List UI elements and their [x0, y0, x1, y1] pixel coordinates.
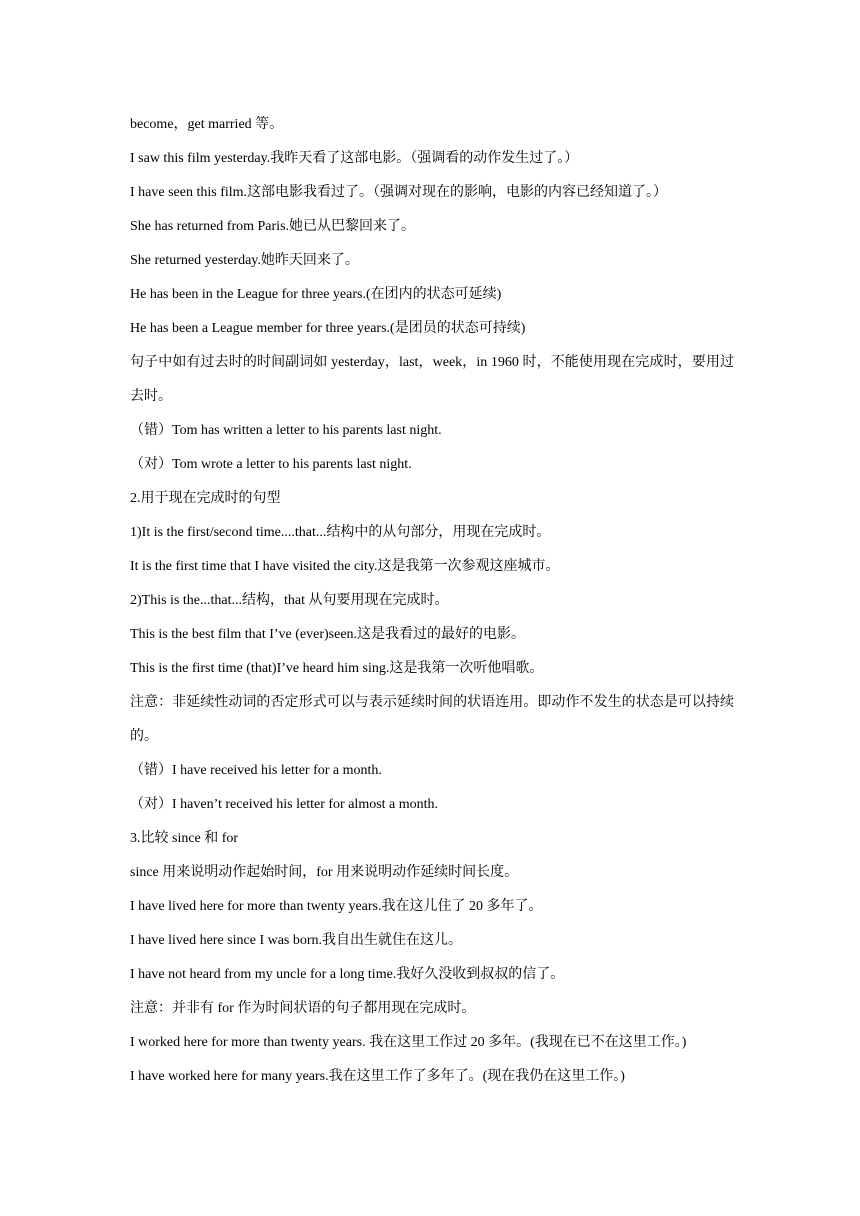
text-line-pattern-2: 2)This is the...that...结构，that 从句要用现在完成时。: [130, 593, 449, 608]
text-line-pattern-2-example-1: This is the best film that I’ve (ever)seen.这是我看过的最好的电影。: [130, 627, 526, 642]
text-line-wrong-example-1: （错）Tom has written a letter to his parents last night.: [130, 423, 442, 438]
text-line-pattern-1: 1)It is the first/second time....that...结构中的从句部分，用现在完成时。: [130, 525, 551, 540]
text-paragraph-note-1: 注意：非延续性动词的否定形式可以与表示延续时间的状语连用。即动作不发生的状态是可以持续的。: [130, 695, 734, 744]
text-line-since-for: since 用来说明动作起始时间，for 用来说明动作延续时间长度。: [130, 865, 519, 880]
section-heading-3: 3.比较 since 和 for: [130, 831, 239, 846]
text-paragraph-past-tense-rule: 句子中如有过去时的时间副词如 yesterday，last，week，in 1960 时，不能使用现在完成时，要用过去时。: [130, 355, 734, 404]
text-line-right-example-1: （对）Tom wrote a letter to his parents last night.: [130, 457, 412, 472]
text-line-uncle-example: I have not heard from my uncle for a long time.我好久没收到叔叔的信了。: [130, 967, 565, 982]
text-line-6: He has been in the League for three years.(在团内的状态可延续): [130, 287, 502, 302]
text-line-note-2: 注意：并非有 for 作为时间状语的句子都用现在完成时。: [130, 1001, 476, 1016]
text-line-2: I saw this film yesterday.我昨天看了这部电影。（强调看的动作发生过了。）: [130, 151, 579, 166]
text-line-1: become，get married 等。: [130, 117, 284, 132]
text-line-have-worked-example: I have worked here for many years.我在这里工作了多年了。(现在我仍在这里工作。): [130, 1069, 625, 1084]
document-body: [130, 108, 734, 1094]
text-line-7: He has been a League member for three years.(是团员的状态可持续): [130, 321, 526, 336]
text-line-for-example: I have lived here for more than twenty years.我在这儿住了 20 多年了。: [130, 899, 543, 914]
text-line-5: She returned yesterday.她昨天回来了。: [130, 253, 359, 268]
text-line-3: I have seen this film.这部电影我看过了。（强调对现在的影响，电影的内容已经知道了。）: [130, 185, 668, 200]
text-line-pattern-2-example-2: This is the first time (that)I’ve heard him sing.这是我第一次听他唱歌。: [130, 661, 544, 676]
section-heading-2: 2.用于现在完成时的句型: [130, 491, 281, 506]
text-paragraph-worked-example: I worked here for more than twenty years. 我在这里工作过 20 多年。(我现在已不在这里工作。): [130, 1035, 687, 1050]
text-line-wrong-example-2: （错）I have received his letter for a month.: [130, 763, 382, 778]
text-line-since-example: I have lived here since I was born.我自出生就住在这儿。: [130, 933, 463, 948]
text-line-pattern-1-example: It is the first time that I have visited the city.这是我第一次参观这座城市。: [130, 559, 560, 574]
text-line-4: She has returned from Paris.她已从巴黎回来了。: [130, 219, 416, 234]
text-line-right-example-2: （对）I haven’t received his letter for almost a month.: [130, 797, 439, 812]
